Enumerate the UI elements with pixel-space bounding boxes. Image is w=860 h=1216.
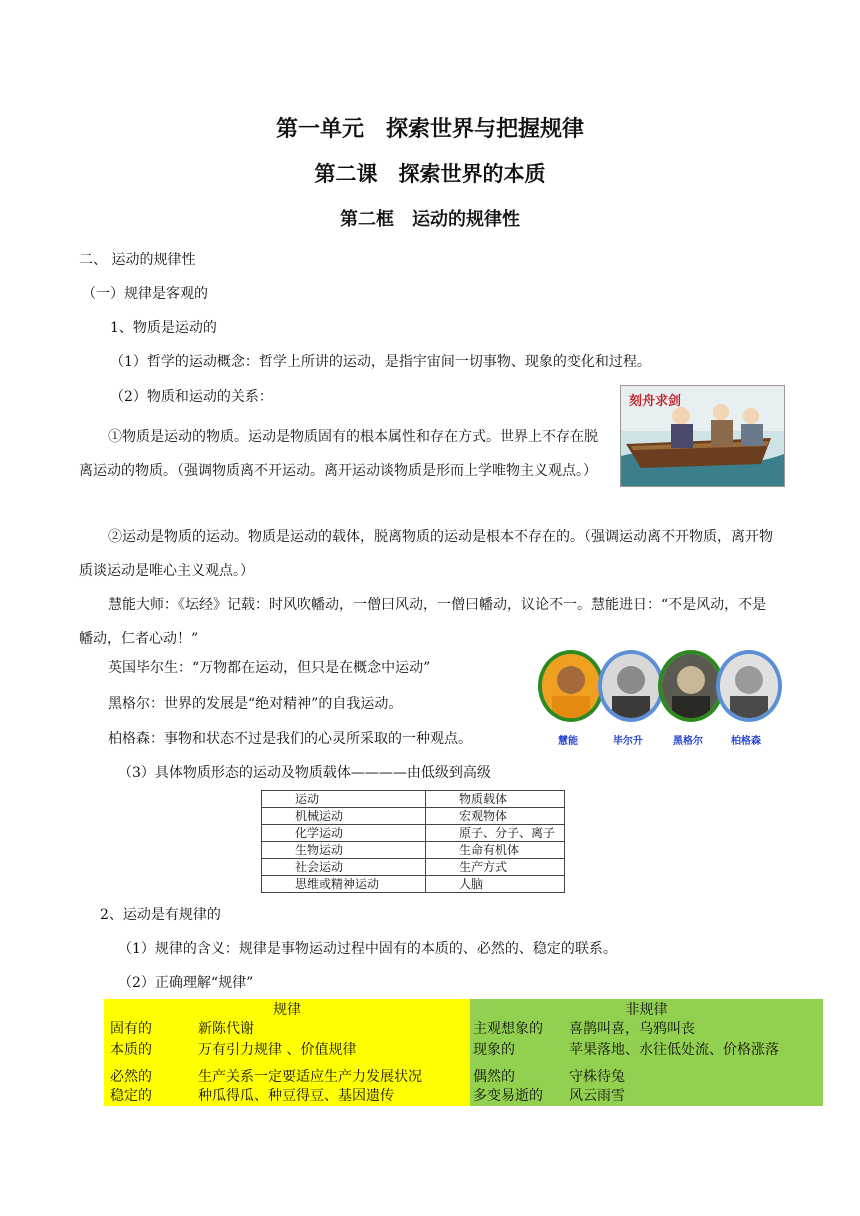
nonrule-term: 主观想象的 bbox=[473, 1021, 543, 1037]
table-cell: 生产方式 bbox=[426, 859, 565, 876]
boat-caption: 刻舟求剑 bbox=[629, 394, 682, 409]
portrait-label: 毕尔升 bbox=[613, 736, 643, 747]
table-cell: 宏观物体 bbox=[426, 808, 565, 825]
rule-term: 本质的 bbox=[110, 1042, 152, 1058]
rule-example: 万有引力规律 、价值规律 bbox=[198, 1042, 357, 1058]
nonrule-example: 守株待兔 bbox=[569, 1069, 625, 1085]
table-cell: 思维或精神运动 bbox=[262, 876, 426, 893]
nonrule-header: 非规律 bbox=[625, 1002, 668, 1018]
rule-table bbox=[104, 999, 823, 1106]
point-heading: 2、运动是有规律的 bbox=[100, 907, 221, 923]
point-heading: 1、物质是运动的 bbox=[110, 320, 217, 336]
portrait-label: 黑格尔 bbox=[673, 736, 703, 747]
table-cell: 人脑 bbox=[426, 876, 565, 893]
portrait-label: 慧能 bbox=[558, 736, 578, 747]
quote-huineng: 慧能大师：《坛经》记载：时风吹幡动，一僧曰风动，一僧曰幡动，议论不一。慧能进日：“不是风动，不是幡动，仁者心动！” bbox=[79, 597, 767, 647]
rule-term: 固有的 bbox=[110, 1021, 152, 1037]
quote-hegel: 黑格尔：世界的发展是“绝对精神”的自我运动。 bbox=[108, 696, 403, 712]
section-heading: 二、 运动的规律性 bbox=[79, 252, 196, 268]
nonrule-example: 苹果落地、水往低处流、价格涨落 bbox=[569, 1042, 779, 1058]
rule-header: 规律 bbox=[273, 1002, 301, 1018]
rule-example: 新陈代谢 bbox=[198, 1021, 254, 1037]
table-row bbox=[262, 842, 565, 859]
portrait-huineng bbox=[538, 650, 604, 722]
table-row bbox=[262, 808, 565, 825]
frame-title: 第二框 运动的规律性 bbox=[340, 209, 520, 230]
table-cell: 机械运动 bbox=[262, 808, 426, 825]
table-cell: 原子、分子、离子 bbox=[426, 825, 565, 842]
quote-bergson: 柏格森：事物和状态不过是我们的心灵所采取的一种观点。 bbox=[108, 731, 472, 747]
matter-table bbox=[261, 790, 565, 893]
table-cell: 运动 bbox=[262, 791, 426, 808]
rule-term: 稳定的 bbox=[110, 1088, 152, 1104]
table-cell: 生命有机体 bbox=[426, 842, 565, 859]
rule-example: 生产关系一定要适应生产力发展状况 bbox=[198, 1069, 422, 1085]
table-cell: 生物运动 bbox=[262, 842, 426, 859]
portrait-bergson bbox=[716, 650, 782, 722]
paragraph: （3）具体物质形态的运动及物质载体————由低级到高级 bbox=[118, 765, 491, 781]
portrait-pearson bbox=[598, 650, 664, 722]
nonrule-example: 喜鹊叫喜，乌鸦叫丧 bbox=[569, 1021, 695, 1037]
rule-example: 种瓜得瓜、种豆得豆、基因遗传 bbox=[198, 1088, 394, 1104]
nonrule-term: 现象的 bbox=[473, 1042, 515, 1058]
table-row bbox=[262, 791, 565, 808]
table-cell: 社会运动 bbox=[262, 859, 426, 876]
paragraph: （1）哲学的运动概念：哲学上所讲的运动，是指宇宙间一切事物、现象的变化和过程。 bbox=[110, 354, 651, 370]
rule-term: 必然的 bbox=[110, 1069, 152, 1085]
table-row bbox=[262, 876, 565, 893]
table-row bbox=[262, 859, 565, 876]
portrait-label: 柏格森 bbox=[731, 736, 761, 747]
table-row bbox=[262, 825, 565, 842]
nonrule-term: 偶然的 bbox=[473, 1069, 515, 1085]
table-cell: 化学运动 bbox=[262, 825, 426, 842]
lesson-title: 第二课 探索世界的本质 bbox=[314, 162, 546, 186]
paragraph: ①物质是运动的物质。运动是物质固有的根本属性和存在方式。世界上不存在脱离运动的物质。（强调物质离不开运动。离开运动谈物质是形而上学唯物主义观点。） bbox=[79, 429, 598, 479]
paragraph: ②运动是物质的运动。物质是运动的载体，脱离物质的运动是根本不存在的。（强调运动离不开物质，离开物质谈运动是唯心主义观点。） bbox=[79, 529, 773, 579]
unit-title: 第一单元 探索世界与把握规律 bbox=[275, 117, 584, 142]
nonrule-term: 多变易逝的 bbox=[473, 1088, 543, 1104]
paragraph: （2）物质和运动的关系： bbox=[110, 389, 273, 405]
portrait-hegel bbox=[658, 650, 724, 722]
paragraph: （1）规律的含义：规律是事物运动过程中固有的本质的、必然的、稳定的联系。 bbox=[118, 941, 617, 957]
boat-illustration bbox=[620, 385, 785, 487]
subsection-heading: （一）规律是客观的 bbox=[82, 286, 208, 302]
paragraph: （2）正确理解“规律” bbox=[118, 975, 254, 991]
table-cell: 物质载体 bbox=[426, 791, 565, 808]
nonrule-example: 风云雨雪 bbox=[569, 1088, 625, 1104]
quote-pearson: 英国毕尔生：“万物都在运动，但只是在概念中运动” bbox=[108, 660, 431, 676]
